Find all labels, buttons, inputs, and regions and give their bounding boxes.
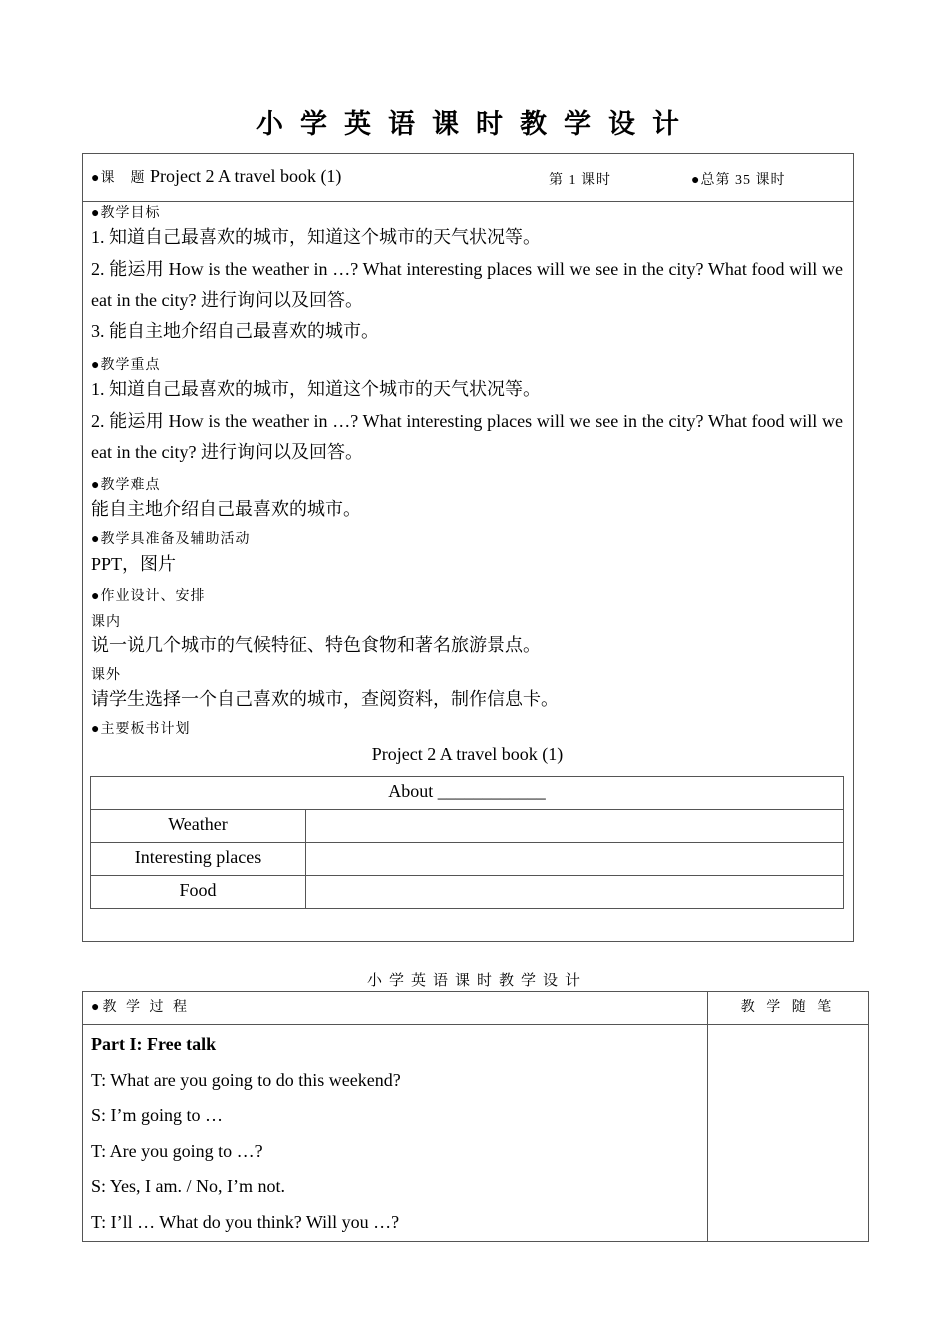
board-row-value bbox=[306, 843, 844, 876]
objective-item: 3. 能自主地介绍自己最喜欢的城市。 bbox=[91, 321, 379, 341]
lesson-number: 第 1 课时 bbox=[549, 173, 611, 188]
board-about-cell: About ____________ bbox=[91, 777, 844, 810]
board-heading: ●主要板书计划 bbox=[91, 722, 191, 737]
notes-header-cell bbox=[708, 992, 869, 1025]
header-topic-row bbox=[91, 166, 341, 187]
process-header-cell bbox=[83, 992, 708, 1025]
notes-body-cell bbox=[708, 1025, 869, 1242]
board-plan-table bbox=[90, 776, 844, 909]
board-row-label: Interesting places bbox=[91, 843, 306, 876]
in-class-label: 课内 bbox=[91, 615, 121, 630]
notes-header: 教 学 随 笔 bbox=[740, 1000, 836, 1015]
process-header-row bbox=[83, 992, 869, 1025]
process-line: T: Are you going to …? bbox=[91, 1140, 263, 1161]
process-table bbox=[82, 991, 869, 1242]
process-line: S: I’m going to … bbox=[91, 1105, 224, 1125]
objectives-heading: ●教学目标 bbox=[91, 206, 161, 221]
board-about-row bbox=[91, 777, 844, 810]
difficulties-text: 能自主地介绍自己最喜欢的城市。 bbox=[91, 499, 361, 519]
board-row bbox=[91, 843, 844, 876]
objective-item: 2. 能运用 How is the weather in …? What interesting places will we see in the city? What food will we eat in the city? 进行询问以及回答。 bbox=[91, 259, 843, 310]
difficulties-heading: ●教学难点 bbox=[91, 478, 161, 493]
page-title: 小学英语课时教学设计 bbox=[256, 109, 696, 139]
topic-label: ●课 题 bbox=[91, 171, 146, 186]
board-row-label: Food bbox=[91, 876, 306, 909]
board-row-value bbox=[306, 810, 844, 843]
materials-text: PPT，图片 bbox=[91, 554, 177, 574]
after-class-label: 课外 bbox=[91, 668, 121, 683]
process-line: Part I: Free talk bbox=[91, 1034, 217, 1054]
total-lesson-number: ●总第 35 课时 bbox=[691, 173, 786, 188]
objective-item: 1. 知道自己最喜欢的城市，知道这个城市的天气状况等。 bbox=[91, 227, 541, 247]
board-title: Project 2 A travel book (1) bbox=[371, 744, 564, 764]
page2-subtitle: 小学英语课时教学设计 bbox=[366, 973, 587, 989]
after-class-text: 请学生选择一个自己喜欢的城市，查阅资料，制作信息卡。 bbox=[91, 689, 559, 709]
process-body-cell bbox=[83, 1025, 708, 1242]
homework-heading: ●作业设计、安排 bbox=[91, 589, 206, 604]
board-row bbox=[91, 810, 844, 843]
process-line: T: What are you going to do this weekend? bbox=[91, 1069, 401, 1090]
in-class-text: 说一说几个城市的气候特征、特色食物和著名旅游景点。 bbox=[91, 635, 541, 655]
key-points-heading: ●教学重点 bbox=[91, 358, 161, 373]
topic-value: Project 2 A travel book (1) bbox=[149, 166, 342, 186]
process-line: T: I’ll … What do you think? Will you …? bbox=[91, 1211, 400, 1232]
materials-heading: ●教学具准备及辅助活动 bbox=[91, 532, 251, 547]
process-line: S: Yes, I am. / No, I’m not. bbox=[91, 1176, 286, 1196]
process-header: ●教 学 过 程 bbox=[91, 1000, 190, 1015]
board-row-value bbox=[306, 876, 844, 909]
key-point-item: 2. 能运用 How is the weather in …? What interesting places will we see in the city? What food will we eat in the city? 进行询问以及回答。 bbox=[91, 411, 843, 462]
key-point-item: 1. 知道自己最喜欢的城市，知道这个城市的天气状况等。 bbox=[91, 379, 541, 399]
board-row bbox=[91, 876, 844, 909]
board-row-label: Weather bbox=[91, 810, 306, 843]
header-divider bbox=[82, 201, 853, 202]
process-body-row bbox=[83, 1025, 869, 1242]
